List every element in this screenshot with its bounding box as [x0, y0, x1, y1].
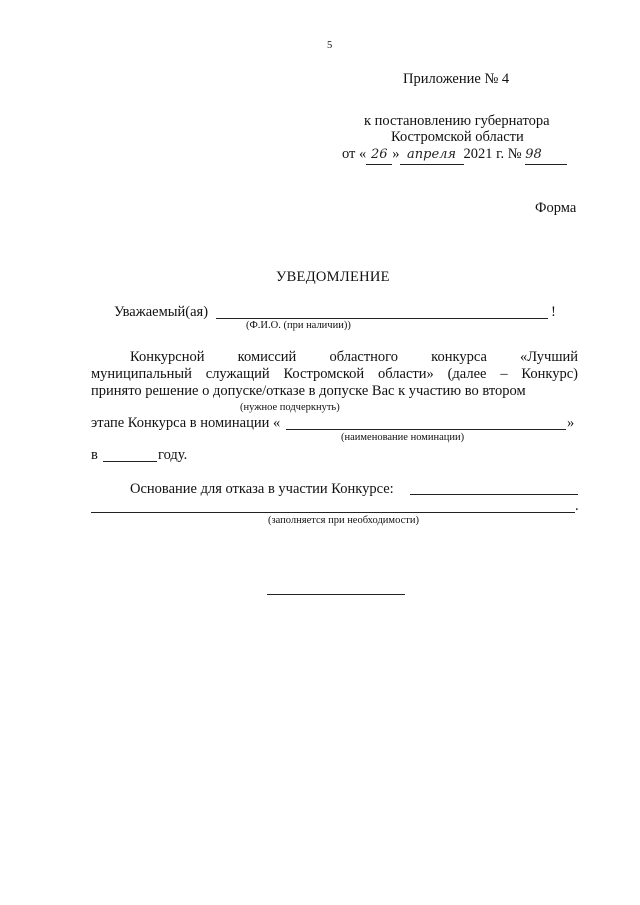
- body-line-2: муниципальный служащий Костромской области» (далее – Конкурс): [91, 366, 578, 382]
- date-mid: »: [392, 146, 400, 162]
- year-blank-line: [103, 461, 157, 462]
- refusal-blank-line-1: [410, 494, 578, 495]
- appendix-date-line: [342, 145, 567, 165]
- page-number: 5: [327, 40, 333, 51]
- body-line-4-prefix: этапе Конкурса в номинации «: [91, 415, 281, 431]
- refusal-hint: (заполняется при необходимости): [268, 515, 419, 526]
- appendix-line-1: к постановлению губернатора: [364, 113, 550, 129]
- year-suffix: году.: [158, 447, 188, 463]
- date-day: 26: [366, 146, 392, 165]
- fio-blank-line: [216, 318, 548, 319]
- underline-hint: (нужное подчеркнуть): [240, 402, 340, 413]
- refusal-end: .: [575, 498, 579, 514]
- year-prefix: в: [91, 447, 98, 463]
- order-number: 98: [525, 146, 567, 165]
- fio-hint: (Ф.И.О. (при наличии)): [246, 320, 351, 331]
- date-month: апреля: [400, 146, 464, 165]
- body-line-3: принято решение о допуске/отказе в допуске Вас к участию во втором: [91, 383, 526, 399]
- appendix-line-2: Костромской области: [391, 129, 524, 145]
- date-year: 2021 г. №: [463, 146, 522, 162]
- refusal-blank-line-2: [91, 512, 575, 513]
- refusal-label: Основание для отказа в участии Конкурсе:: [130, 481, 394, 497]
- notice-heading: УВЕДОМЛЕНИЕ: [276, 269, 390, 285]
- body-line-4-end: »: [567, 415, 575, 431]
- greeting-end: !: [551, 304, 556, 320]
- appendix-title: Приложение № 4: [403, 71, 510, 87]
- greeting-label: Уважаемый(ая): [114, 304, 209, 320]
- date-prefix: от «: [342, 146, 367, 162]
- nomination-hint: (наименование номинации): [341, 432, 465, 443]
- body-line-1: Конкурсной комиссий областного конкурса «Лучший: [130, 349, 578, 365]
- form-label: Форма: [535, 200, 577, 216]
- closing-separator: [267, 594, 405, 595]
- nomination-blank-line: [286, 429, 566, 430]
